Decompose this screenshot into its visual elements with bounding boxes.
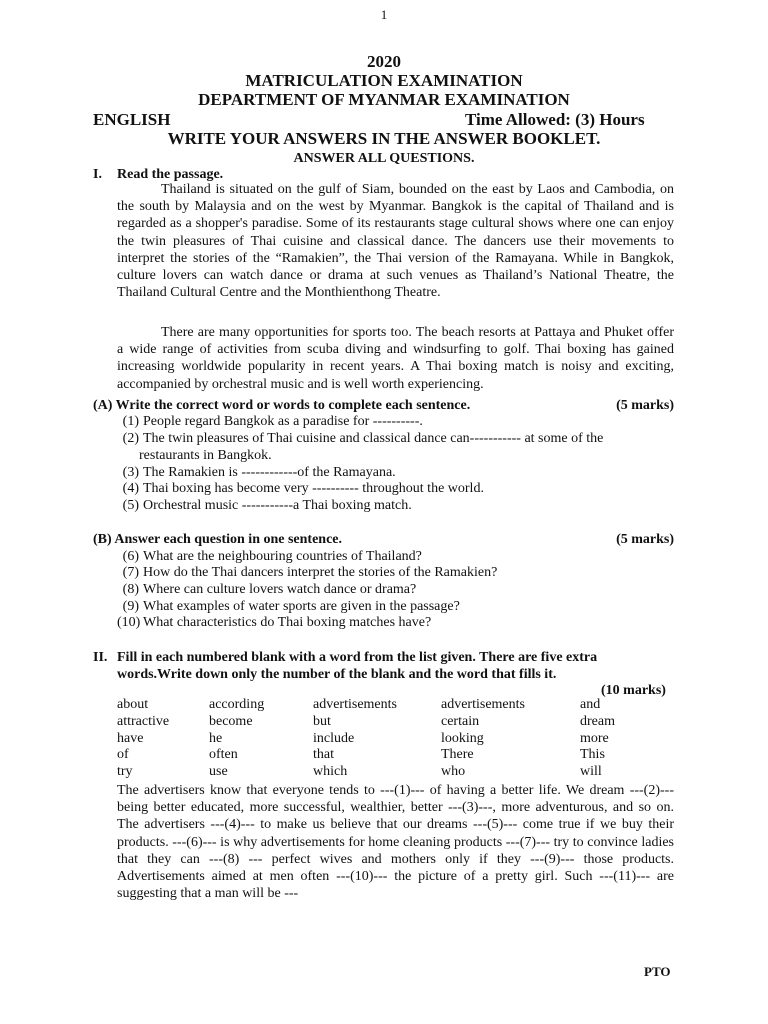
word-list-item: who — [441, 764, 466, 780]
department-title: DEPARTMENT OF MYANMAR EXAMINATION — [198, 90, 570, 109]
question-number: (5) — [122, 498, 139, 513]
word-list-item: of — [117, 747, 129, 763]
cloze-passage: The advertisers know that everyone tends to ---(1)--- of having a better life. We dream ---(2)--- being better educated, more successful, wealthier, better ---(3)---, more adventurous, and so on. The advertisers ---(4)--- to make us believe that our dreams ---(5)--- come true if we buy their products. ---(6)--- is why advertisements for home cleaning products ---(7)--- try to convince ladies that they can ---(8) --- perfect wives and mothers only if they ---(9)--- those products. Advertisements aimed at men often ---(10)--- the picture of a pretty girl. Such ---(11)--- are suggesting that a man will be --- — [117, 783, 674, 902]
passage-paragraph-2: There are many opportunities for sports too. The beach resorts at Pattaya and Phuket offer a wide range of activities from scuba diving and windsurfing to golf. Thai boxing has gained increasing worldwide popularity in recent years. A Thai boxing match is noisy and exciting, accompanied by orchestral music and is well worth experiencing. — [117, 325, 674, 392]
word-list-item: about — [117, 697, 149, 712]
page-turn-over: PTO — [644, 964, 671, 979]
word-list-row — [117, 714, 674, 731]
exam-year: 2020 — [367, 52, 401, 71]
part-b-marks: (5 marks) — [616, 532, 674, 547]
time-allowed: Time Allowed: (3) Hours — [465, 110, 645, 129]
word-list-item: try — [117, 764, 133, 780]
word-list-row — [117, 697, 674, 714]
word-list-item: will — [580, 764, 602, 780]
question-text: Orchestral music -----------a Thai boxing match. — [143, 498, 412, 513]
word-list-row — [117, 764, 674, 781]
question-text: The twin pleasures of Thai cuisine and classical dance can----------- at some of the — [143, 431, 604, 446]
question-number: (4) — [122, 481, 139, 496]
part-a-heading — [93, 397, 674, 414]
question-text: Where can culture lovers watch dance or drama? — [143, 582, 417, 597]
question — [117, 581, 674, 598]
question-text: People regard Bangkok as a paradise for ----------. — [143, 414, 423, 429]
exam-title: MATRICULATION EXAMINATION — [245, 71, 523, 90]
page-number: 1 — [380, 7, 388, 22]
word-list-item: have — [117, 730, 144, 746]
word-list — [117, 697, 674, 781]
question — [117, 564, 674, 581]
part-a-marks: (5 marks) — [616, 398, 674, 413]
question-number: (10) — [117, 615, 141, 630]
word-list-item: certain — [441, 713, 480, 729]
section-2-number: II. — [93, 650, 108, 665]
instruction-answer-all: ANSWER ALL QUESTIONS. — [293, 151, 475, 166]
question — [117, 497, 674, 514]
question — [117, 430, 674, 464]
word-list-item: attractive — [117, 713, 170, 729]
word-list-item: which — [313, 764, 348, 780]
instruction-booklet: WRITE YOUR ANSWERS IN THE ANSWER BOOKLET. — [167, 129, 601, 148]
question-text: The Ramakien is ------------of the Ramayana. — [143, 465, 396, 480]
part-b-title: (B) Answer each question in one sentence. — [93, 532, 343, 547]
question — [117, 480, 674, 497]
word-list-item: often — [209, 747, 238, 763]
part-a-title: (A) Write the correct word or words to complete each sentence. — [93, 398, 471, 413]
question — [117, 598, 674, 615]
section-2-heading — [93, 649, 674, 666]
subject: ENGLISH — [93, 110, 171, 129]
question-text: Thai boxing has become very ---------- throughout the world. — [143, 481, 484, 496]
word-list-item: but — [313, 713, 331, 729]
question — [117, 413, 674, 430]
section-2-title-line2: words.Write down only the number of the blank and the word that fills it. — [117, 667, 557, 682]
question-number: (9) — [122, 599, 139, 614]
question — [117, 548, 674, 565]
question-number: (6) — [122, 549, 139, 564]
word-list-item: looking — [441, 730, 484, 746]
question-number: (3) — [122, 465, 139, 480]
word-list-item: There — [441, 747, 474, 763]
section-2-title-line1: Fill in each numbered blank with a word from the list given. There are five extra — [117, 650, 598, 665]
word-list-row — [117, 747, 674, 764]
question-text: What are the neighbouring countries of Thailand? — [143, 549, 422, 564]
question-number: (1) — [122, 414, 139, 429]
part-b-heading — [93, 531, 674, 548]
word-list-item: advertisements — [441, 697, 525, 712]
section-1-number: I. — [93, 167, 102, 182]
word-list-item: advertisements — [313, 697, 397, 712]
word-list-item: that — [313, 747, 334, 763]
question-number: (2) — [122, 431, 139, 446]
word-list-item: include — [313, 730, 355, 746]
question-text: What examples of water sports are given in the passage? — [143, 599, 460, 614]
question-text: What characteristics do Thai boxing matches have? — [143, 615, 432, 630]
word-list-row — [117, 731, 674, 748]
passage-paragraph-1: Thailand is situated on the gulf of Siam, bounded on the east by Laos and Cambodia, on the south by Malaysia and on the west by Myanmar. Bangkok is the capital of Thailand and is regarded as a shopper's paradise. Some of its restaurants stage cultural shows where one can enjoy the twin pleasures of Thai cuisine and classical dance. The dancers use their movements to interpret the stories of the “Ramakien”, the Thai version of the Ramayana. While in Bangkok, culture lovers can watch dance or drama at such venues as Thailand’s National Theatre, the Thailand Cultural Centre and the Monthienthong Theatre. — [117, 182, 674, 301]
word-list-item: This — [580, 747, 605, 763]
section-1-title: Read the passage. — [117, 167, 224, 182]
word-list-item: use — [209, 764, 228, 780]
question-text: How do the Thai dancers interpret the stories of the Ramakien? — [143, 565, 498, 580]
word-list-item: he — [209, 730, 223, 746]
question-number: (7) — [122, 565, 139, 580]
question-continuation: restaurants in Bangkok. — [139, 448, 272, 463]
word-list-item: according — [209, 697, 265, 712]
word-list-item: become — [209, 713, 253, 729]
question — [117, 614, 674, 631]
question-number: (8) — [122, 582, 139, 597]
question — [117, 464, 674, 481]
word-list-item: dream — [580, 713, 615, 729]
word-list-item: and — [580, 697, 601, 712]
section-2-marks: (10 marks) — [601, 683, 666, 698]
word-list-item: more — [580, 730, 609, 746]
